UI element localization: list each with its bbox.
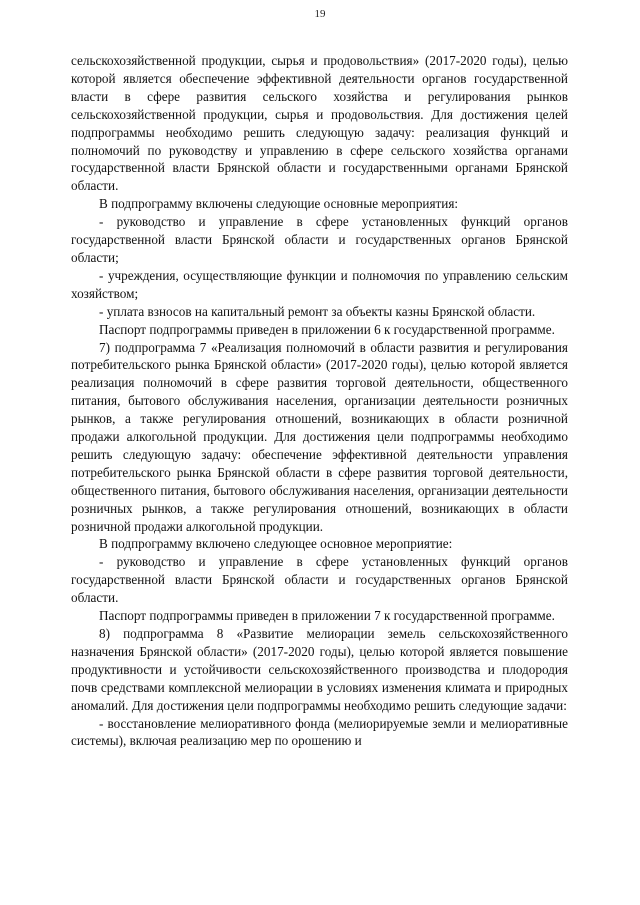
list-item: - руководство и управление в сфере установленных функций органов государственной власти Брянской области и государственных органов Брянской области; [71, 214, 568, 265]
list-item: - учреждения, осуществляющие функции и полномочия по управлению сельским хозяйством; [71, 267, 568, 301]
paragraph: 8) подпрограмма 8 «Развитие мелиорации земель сельскохозяйственного назначения Брянской области» (2017-2020 годы), целью которой является повышение продуктивности и устойчивости сельскохозяйственного производства и плодородия почв средствами комплексной мелиорации в условиях изменения климата и природных аномалий. Для достижения цели подпрограммы необходимо решить следующие задачи: [71, 626, 568, 713]
paragraph: Паспорт подпрограммы приведен в приложении 6 к государственной программе. [99, 321, 555, 337]
page-number: 19 [314, 8, 326, 20]
paragraph: 7) подпрограмма 7 «Реализация полномочий в области развития и регулирования потребительского рынка Брянской области» (2017-2020 годы), целью которой является реализация полномочий в сфере развития торговой деятельности, общественного питания, бытового обслуживания населения, организации деятельности розничных рынков, а также регулирования отношений, возникающих в области розничной продажи алкогольной продукции. Для достижения цели подпрограммы необходимо решить следующую задачу: обеспечение эффективной деятельности управления потребительского рынка Брянской области в сфере развития торговой деятельности, общественного питания, бытового обслуживания населения, организации деятельности розничных рынков, а также регулирования отношений, возникающих в области розничной продажи алкогольной продукции. [71, 339, 568, 534]
list-item: - руководство и управление в сфере установленных функций органов государственной власти Брянской области и государственных органов Брянской области. [71, 554, 568, 606]
list-item: - восстановление мелиоративного фонда (мелиорируемые земли и мелиоративные системы), включая реализацию мер по орошению и [71, 715, 568, 749]
list-item: - уплата взносов на капитальный ремонт за объекты казны Брянской области. [99, 303, 536, 319]
paragraph: В подпрограмму включено следующее основное мероприятие: [99, 536, 453, 552]
paragraph: Паспорт подпрограммы приведен в приложении 7 к государственной программе. [99, 608, 555, 624]
paragraph: В подпрограмму включены следующие основные мероприятия: [99, 196, 459, 212]
document-body [71, 52, 568, 750]
paragraph: сельскохозяйственной продукции, сырья и продовольствия» (2017-2020 годы), целью которой является обеспечение эффективной деятельности органов государственной власти в сфере развития сельского хозяйства и регулирования рынков сельскохозяйственной продукции, сырья и продовольствия. Для достижения целей подпрограммы необходимо решить следующую задачу: реализация функций и полномочий по руководству и управлению в сфере сельского хозяйства органами государственной власти Брянской области и государственными органами Брянской области. [71, 53, 568, 194]
